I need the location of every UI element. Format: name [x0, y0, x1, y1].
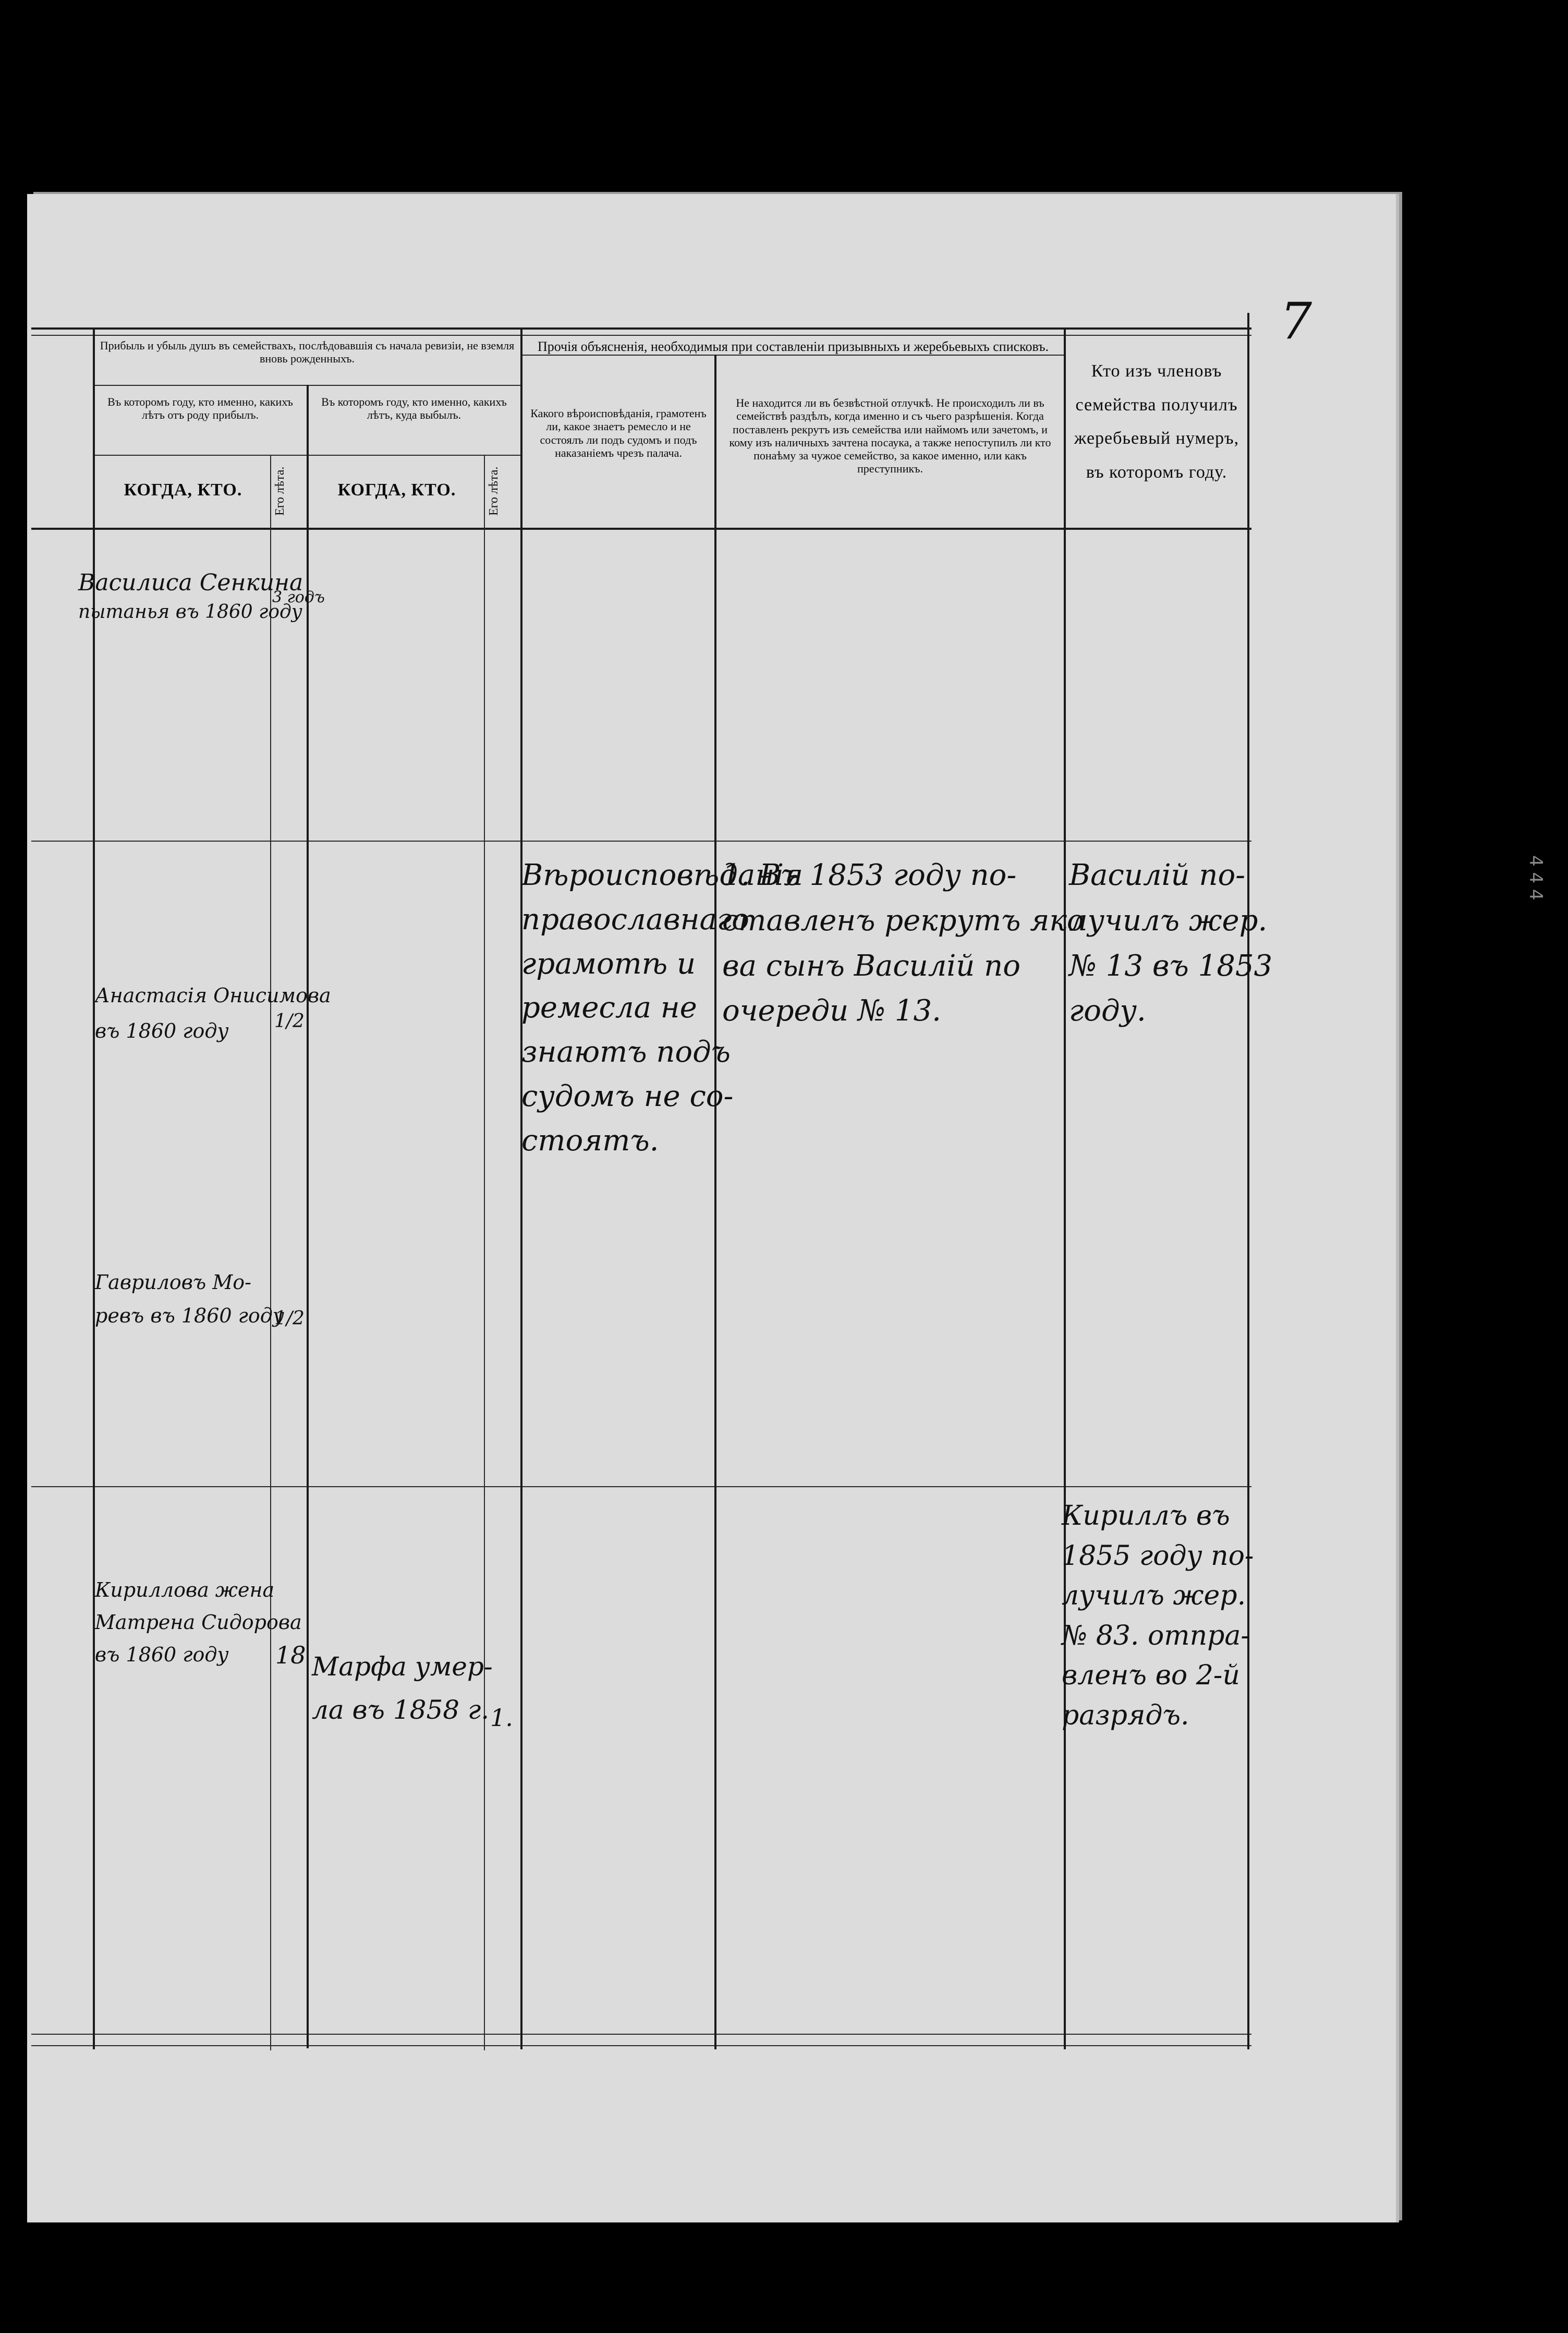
col-rule-4 [714, 355, 716, 2049]
entry3-lot-l1: Кириллъ въ [1062, 1500, 1230, 1532]
header-absence: Не находится ли въ безвѣстной отлучкѣ. Не происходилъ ли въ семействѣ раздѣлъ, когда именно и съ чьего разрѣшенія. Когда поставленъ рекрутъ изъ семейства или наймомъ или зачетомъ, и кому изъ наличныхъ зачтена посаука, а также непоступилъ ли кто понаѣму за чужое семейство, за какое именно, или какъ преступникъ. [729, 396, 1051, 476]
entry3-arrived-l3: въ 1860 году [95, 1643, 229, 1666]
table-top-rule-2 [31, 335, 1251, 336]
row-sep-3 [31, 2034, 1251, 2035]
entry3-arrived-l1: Кириллова жена [95, 1578, 275, 1601]
entry3-departed [312, 1653, 493, 1723]
entry2-lot-l1: Василій по- [1069, 858, 1246, 892]
header-when-who-2: КОГДА, КТО. [337, 480, 456, 500]
header-group1: Прибыль и убыль душъ въ семействахъ, послѣдовавшія съ начала ревизіи, не вземля вновь рожденныхъ. [100, 339, 515, 366]
row-sep-4 [31, 2045, 1251, 2046]
col-rule-6 [1247, 313, 1249, 2049]
header-age-2: Его лѣта. [487, 466, 501, 516]
entry2-age-b: 1/2 [274, 1308, 305, 1329]
entry2-faith-l5: знаютъ подъ [521, 1035, 731, 1070]
header-age-1: Его лѣта. [273, 466, 287, 516]
entry2-arrived-b [95, 1272, 284, 1327]
group2-sub-rule [521, 355, 1064, 356]
entry2-arrived-b-l1: Гавриловъ Мо- [95, 1271, 251, 1294]
entry2-arrived-b-l2: ревъ въ 1860 году [95, 1304, 284, 1327]
col-rule-3 [520, 329, 522, 2049]
header-faith: Какого вѣроисповѣданія, грамотенъ ли, какое знаетъ ремесло и не состоялъ ли подъ судомъ и подъ наказаніемъ чрезъ палача. [530, 407, 707, 459]
entry1-age: 3 годъ [272, 588, 325, 606]
entry2-lot-l4: году. [1069, 994, 1146, 1028]
entry2-arrived-a-l2: въ 1860 году [95, 1019, 229, 1042]
entry2-lot-l2: лучилъ жер. [1069, 903, 1268, 938]
entry2-faith-l4: ремесла не [521, 991, 697, 1025]
entry3-lot [1062, 1502, 1254, 1730]
entry2-age-a: 1/2 [274, 1011, 305, 1032]
entry2-lot-l3: № 13 въ 1853 [1069, 949, 1273, 983]
entry2-absence-l1: 1. Въ 1853 году по- [722, 858, 1017, 892]
entry3-age: 18 [275, 1641, 306, 1669]
entry2-faith-l6: судомъ не со- [521, 1079, 734, 1113]
entry3-lot-l5: вленъ во 2-й [1062, 1660, 1240, 1692]
entry2-faith-l3: грамотѣ и [521, 946, 696, 981]
table-top-rule [31, 327, 1251, 330]
header-when-who-1: КОГДА, КТО. [124, 480, 242, 500]
entry1-arrived [78, 571, 303, 622]
entry3-lot-l2: 1855 году по- [1062, 1540, 1254, 1572]
entry3-lot-l3: лучилъ жер. [1062, 1580, 1246, 1612]
entry2-absence-l2: ставленъ рекрутъ яко [722, 903, 1085, 938]
scan-side-mark: 4 4 4 [1525, 855, 1546, 901]
entry3-departed-l2: ла въ 1858 г. [312, 1694, 490, 1725]
entry2-lot [1069, 860, 1272, 1027]
entry3-lot-l4: № 83. отпра- [1062, 1620, 1250, 1651]
entry2-arrived-a-l1: Анастасія Онисимова [95, 984, 331, 1007]
header-bottom-rule [31, 528, 1251, 530]
entry1-arrived-line2: пытанья въ 1860 году [78, 601, 302, 623]
header-arrived: Въ которомъ году, кто именно, какихъ лѣтъ отъ роду прибылъ. [107, 395, 293, 422]
col-rule-2 [307, 385, 309, 2048]
entry2-absence-l4: очереди № 13. [722, 994, 941, 1028]
col-rule-age1 [270, 455, 271, 2050]
entry3-arrived-l2: Матрена Сидорова [95, 1610, 302, 1634]
col-rule-5 [1064, 329, 1066, 2049]
entry3-departed-l1: Марфа умер- [312, 1651, 493, 1682]
header-group2: Прочія объясненія, необходимыя при составленіи призывныхъ и жеребьевыхъ списковъ. [537, 339, 1049, 354]
header-lot: Кто изъ членовъ семейства получилъ жеребьевый нумеръ, въ которомъ году. [1074, 361, 1239, 482]
entry3-arrived [95, 1580, 302, 1666]
entry2-absence-l3: ва сынъ Василій по [722, 949, 1020, 983]
entry1-arrived-line1: Василиса Сенкина [78, 569, 303, 596]
header-departed: Въ которомъ году, кто именно, какихъ лѣтъ, куда выбылъ. [321, 395, 507, 422]
entry2-faith-l1: Вѣроисповѣданія [521, 858, 804, 892]
entry3-departed-age: 1. [490, 1704, 513, 1732]
entry3-lot-l6: разрядъ. [1062, 1699, 1189, 1731]
page-number: 7 [1280, 292, 1312, 350]
entry2-faith-l2: православнаго [521, 902, 749, 937]
entry2-absence [722, 860, 1084, 1027]
col-rule-age2 [484, 455, 485, 2050]
row-sep-1 [31, 841, 1251, 842]
entry2-faith-l7: стоятъ. [521, 1123, 659, 1158]
row-sep-2 [31, 1486, 1251, 1487]
